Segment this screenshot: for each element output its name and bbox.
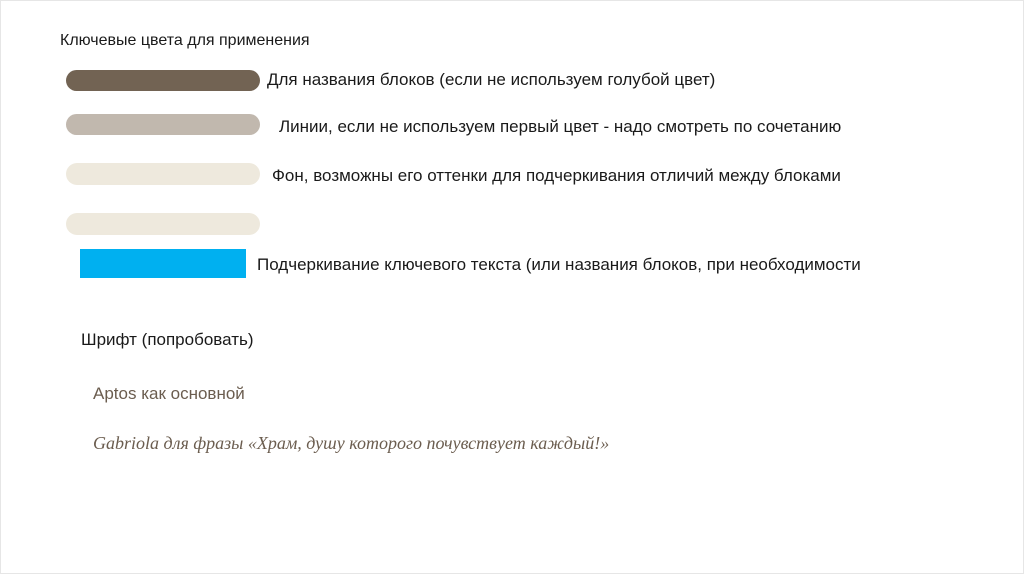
swatch-label-lines: Линии, если не используем первый цвет - надо смотреть по сочетанию xyxy=(279,117,842,136)
color-swatch-cream xyxy=(66,163,260,185)
swatch-label-background: Фон, возможны его оттенки для подчеркивания отличий между блоками xyxy=(272,166,841,185)
section-heading-font: Шрифт (попробовать) xyxy=(81,330,254,349)
swatch-label-block-titles: Для названия блоков (если не используем голубой цвет) xyxy=(267,70,716,89)
swatch-label-key-text: Подчеркивание ключевого текста (или названия блоков, при необходимости xyxy=(257,255,861,274)
section-heading-key-colors: Ключевые цвета для применения xyxy=(60,32,310,49)
color-swatch-taupe xyxy=(66,114,260,135)
color-swatch-blue xyxy=(80,249,246,278)
color-swatch-cream-2 xyxy=(66,213,260,235)
font-sample-phrase: Gabriola для фразы «Храм, душу которого почувствует каждый!» xyxy=(93,433,610,453)
color-swatch-brown xyxy=(66,70,260,91)
font-sample-primary: Aptos как основной xyxy=(93,384,245,403)
